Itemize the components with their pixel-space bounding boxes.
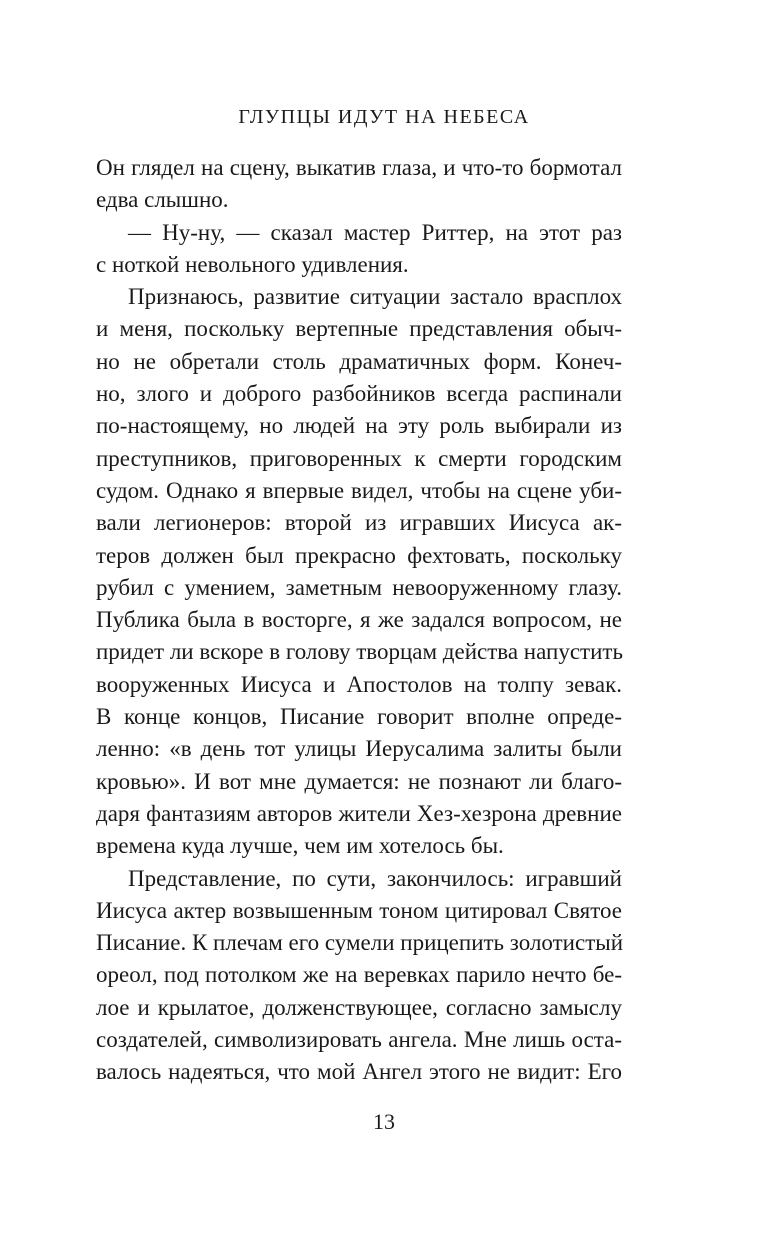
text-line: вооруженных Иисуса и Апостолов на толпу зевак.	[96, 671, 622, 697]
text-line: но, злого и доброго разбойников всегда распинали	[96, 381, 622, 407]
text-line: Писание. К плечам его сумели прицепить золотистый	[96, 930, 624, 956]
text-line: вали легионеров: второй из игравших Иисуса ак-	[96, 510, 622, 536]
text-line: с ноткой невольного удивления.	[96, 251, 409, 277]
text-line: по-настоящему, но людей на эту роль выбирали из	[96, 413, 622, 439]
text-line: В конце концов, Писание говорит вполне опреде-	[96, 704, 622, 730]
text-line: ореол, под потолком же на веревках парило нечто бе-	[96, 962, 622, 988]
text-line: создателей, символизировать ангела. Мне лишь оста-	[96, 1027, 622, 1053]
body-text	[96, 152, 622, 1089]
text-line: времена куда лучше, чем им хотелось бы.	[96, 833, 504, 859]
text-line: даря фантазиям авторов жители Хез-хезрона древние	[96, 800, 622, 826]
text-line: валось надеяться, что мой Ангел этого не видит: Его	[96, 1059, 622, 1085]
text-line: придет ли вскоре в голову творцам действа напустить	[96, 639, 623, 665]
text-line: лое и крылатое, долженствующее, согласно замыслу	[96, 994, 622, 1020]
text-line: Представление, по сути, закончилось: игравший	[128, 865, 622, 891]
page-number: 13	[373, 1109, 395, 1134]
text-line: Иисуса актер возвышенным тоном цитировал Святое	[96, 897, 622, 923]
text-line: и меня, поскольку вертепные представления обыч-	[96, 316, 622, 342]
text-line: Признаюсь, развитие ситуации застало врасплох	[128, 284, 622, 310]
paragraph	[96, 863, 622, 1089]
text-line: — Ну-ну, — сказал мастер Риттер, на этот раз	[128, 219, 622, 245]
paragraph	[96, 281, 622, 862]
running-head: ГЛУПЦЫ ИДУТ НА НЕБЕСА	[238, 106, 530, 128]
text-line: Он глядел на сцену, выкатив глаза, и что-то бормотал	[96, 155, 622, 180]
paragraph	[96, 152, 622, 217]
text-line: судом. Однако я впервые видел, чтобы на сцене уби-	[96, 477, 622, 503]
text-line: кровью». И вот мне думается: не познают ли благо-	[96, 768, 622, 794]
text-line: ленно: «в день тот улицы Иерусалима залиты были	[96, 736, 622, 762]
text-line: Публика была в восторге, я же задался вопросом, не	[96, 607, 622, 633]
text-line: едва слышно.	[96, 187, 229, 213]
paragraph	[96, 217, 622, 282]
text-line: рубил с умением, заметным невооруженному глазу.	[96, 574, 622, 600]
text-line: но не обретали столь драматичных форм. Конеч-	[96, 348, 622, 374]
text-line: преступников, приговоренных к смерти городским	[96, 445, 622, 471]
text-line: теров должен был прекрасно фехтовать, поскольку	[96, 542, 622, 568]
